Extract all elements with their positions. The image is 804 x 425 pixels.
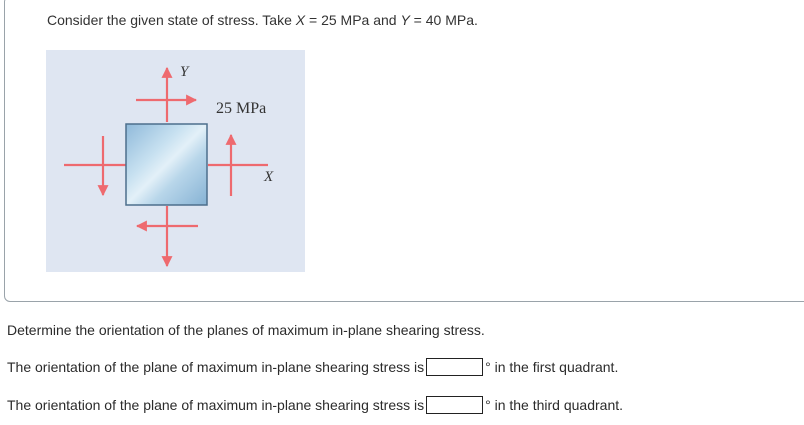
stress-diagram [46,50,305,272]
stress-element [126,124,207,205]
answer-row-first-quadrant [7,357,618,377]
third-quadrant-angle-input[interactable] [426,396,483,414]
shear-stress-label: 25 MPa [216,100,267,117]
answer-label: The orientation of the plane of maximum in-plane shearing stress is [7,397,425,413]
y-axis-label: Y [180,64,189,80]
answer-row-third-quadrant [7,395,623,415]
y-value-text: = 40 MPa. [409,12,478,28]
answer-suffix: ° in the first quadrant. [485,359,619,375]
first-quadrant-angle-input[interactable] [426,358,483,376]
question-prompt: Determine the orientation of the planes of maximum in-plane shearing stress. [7,322,485,338]
answer-suffix: ° in the third quadrant. [485,397,624,413]
y-variable: Y [400,12,410,28]
stress-element-figure [46,50,305,272]
x-axis-label: X [264,169,274,185]
answer-label: The orientation of the plane of maximum in-plane shearing stress is [7,359,425,375]
x-variable: X [295,12,306,28]
problem-intro [47,12,478,28]
x-value-text: = 25 MPa and [305,12,401,28]
intro-prefix: Consider the given state of stress. Take [47,12,296,28]
